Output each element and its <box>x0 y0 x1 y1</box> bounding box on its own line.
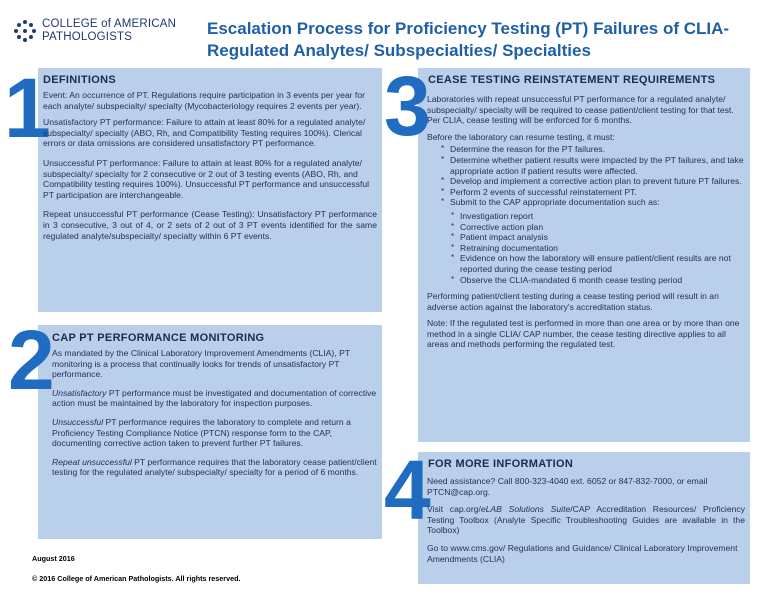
documentation-list <box>451 211 745 285</box>
logo-text <box>42 18 176 44</box>
step-item: * Submit to the CAP appropriate documentation such as: <box>441 197 745 208</box>
page-title <box>207 18 747 62</box>
doc-item: * Evidence on how the laboratory will ensure patient/client results are not reported during the cease testing period <box>451 253 745 274</box>
section-number-3: 3 <box>384 59 431 153</box>
reinstatement-note: Note: If the regulated test is performed in more than one area or by more than one method in a single CLIA/ CAP number, the cease testing directive applies to all areas and methods performing the regulated test. <box>427 318 740 350</box>
more-info-text <box>427 476 745 570</box>
reinstatement-heading: CEASE TESTING REINSTATEMENT REQUIREMENTS <box>428 74 716 86</box>
monitoring-unsuccessful <box>52 417 377 449</box>
footer-copyright: © 2016 College of American Pathologists. All rights reserved. <box>32 574 241 583</box>
doc-item: * Investigation report <box>451 211 745 222</box>
doc-item: * Retraining documentation <box>451 243 745 254</box>
logo-line1: COLLEGE of AMERICAN <box>42 18 177 30</box>
definition-unsatisfactory: Unsatisfactory PT performance: Failure to attain at least 80% for a regulated analyte/ subspecialty/ specialty (ABO, Rh, and Compatibility Testing requires 100%). Clerical errors or data omissions are considered unsatisfactory PT performance. <box>43 117 366 149</box>
cap-logo-icon <box>14 20 36 42</box>
cms-link: Go to www.cms.gov/ Regulations and Guidance/ Clinical Laboratory Improvement Amendments (CLIA) <box>427 542 738 564</box>
section-number-1: 1 <box>4 61 51 155</box>
reinstatement-steps <box>441 144 745 208</box>
toolbox-link <box>427 504 745 536</box>
section-number-2: 2 <box>8 313 55 407</box>
title-line1: Escalation Process for Proficiency Testing (PT) Failures of CLIA- <box>207 19 730 38</box>
step-item: * Develop and implement a corrective action plan to prevent future PT failures. <box>441 176 745 187</box>
reinstatement-text <box>427 94 745 356</box>
definitions-text <box>43 90 377 247</box>
repeat-term: Repeat unsuccessful <box>52 456 132 467</box>
repeat-desc: PT performance requires that the laboratory cease patient/client testing for the regulated analyte/ subspecialty/ specialty for a period of 6 months. <box>52 456 377 478</box>
step-item: * Perform 2 events of successful reinstatement PT. <box>441 187 745 198</box>
doc-item: * Corrective action plan <box>451 222 745 233</box>
step-item: * Determine whether patient results were impacted by the PT failures, and take appropriate action if patient results were affected. <box>441 155 745 176</box>
toolbox-link-em: eLAB Solutions Suite <box>480 504 571 515</box>
reinstatement-before: Before the laboratory can resume testing, it must: <box>427 131 615 142</box>
more-info-heading: FOR MORE INFORMATION <box>428 458 574 470</box>
monitoring-heading: CAP PT PERFORMANCE MONITORING <box>52 332 265 344</box>
doc-item: * Patient impact analysis <box>451 232 745 243</box>
step-item: * Determine the reason for the PT failures. <box>441 144 745 155</box>
toolbox-link-b: /CAP Accreditation Resources/ Proficiency Testing Toolbox (Analyte Specific Troubleshooting Guides are available in the Toolbox) <box>427 504 745 536</box>
doc-item: * Observe the CLIA-mandated 6 month cease testing period <box>451 275 745 286</box>
reinstatement-intro: Laboratories with repeat unsuccessful PT performance for a regulated analyte/ subspecialty/ specialty will be required to cease patient/client testing for that test. Per CLIA, cease testing will be enforced for 6 months. <box>427 94 734 126</box>
definitions-heading: DEFINITIONS <box>43 74 116 86</box>
unsuccessful-term: Unsuccessful <box>52 416 104 427</box>
monitoring-text <box>52 348 377 484</box>
monitoring-unsatisfactory <box>52 388 377 409</box>
monitoring-intro: As mandated by the Clinical Laboratory Improvement Amendments (CLIA), PT monitoring is a process that continually looks for trends of unsatisfactory PT performance. <box>52 348 350 380</box>
footer-date: August 2016 <box>32 554 75 563</box>
definition-event: Event: An occurrence of PT. Regulations require participation in 3 events per year for each analyte/ subspecialty/ specialty (Mycobacteriology requires 2 events per year). <box>43 90 365 111</box>
logo-line2: PATHOLOGISTS <box>42 31 133 43</box>
toolbox-link-a: Visit cap.org/ <box>427 504 481 515</box>
section-number-4: 4 <box>384 443 431 537</box>
unsatisfactory-desc: PT performance must be investigated and documentation of corrective action must be maintained by the laboratory for inspection purposes. <box>52 387 377 409</box>
assistance-contact: Need assistance? Call 800-323-4040 ext. 6052 or 847-832-7000, or email PTCN@cap.org. <box>427 476 708 497</box>
monitoring-repeat <box>52 457 377 478</box>
unsuccessful-desc: PT performance requires the laboratory to complete and return a Proficiency Testing Compliance Notice (PTCN) response form to the CAP, documenting corrective action taken to prevent further PT failures. <box>52 416 351 449</box>
definition-unsuccessful: Unsuccessful PT performance: Failure to attain at least 80% for a regulated analyte/ subspecialty/ specialty for 2 consecutive or 2 out of 3 testing events (ABO, Rh, and Compatibility testing requires 100%). Unsuccessful PT performance and unsuccessful PT participation are interchangeable. <box>43 157 370 200</box>
title-line2: Regulated Analytes/ Subspecialties/ Specialties <box>207 41 591 60</box>
reinstatement-warning: Performing patient/client testing during a cease testing period will result in an adverse action against the laboratory's accreditation status. <box>427 291 719 312</box>
cap-logo <box>14 18 176 44</box>
definition-repeat: Repeat unsuccessful PT performance (Cease Testing): Unsatisfactory PT performance in 3 consecutive, 3 out of 4, or 2 sets of 2 out of 3 PT events identified for the same regulated analyte/subspecialty/ specialty within 6 PT events. <box>43 209 377 241</box>
unsatisfactory-term: Unsatisfactory <box>52 387 107 398</box>
